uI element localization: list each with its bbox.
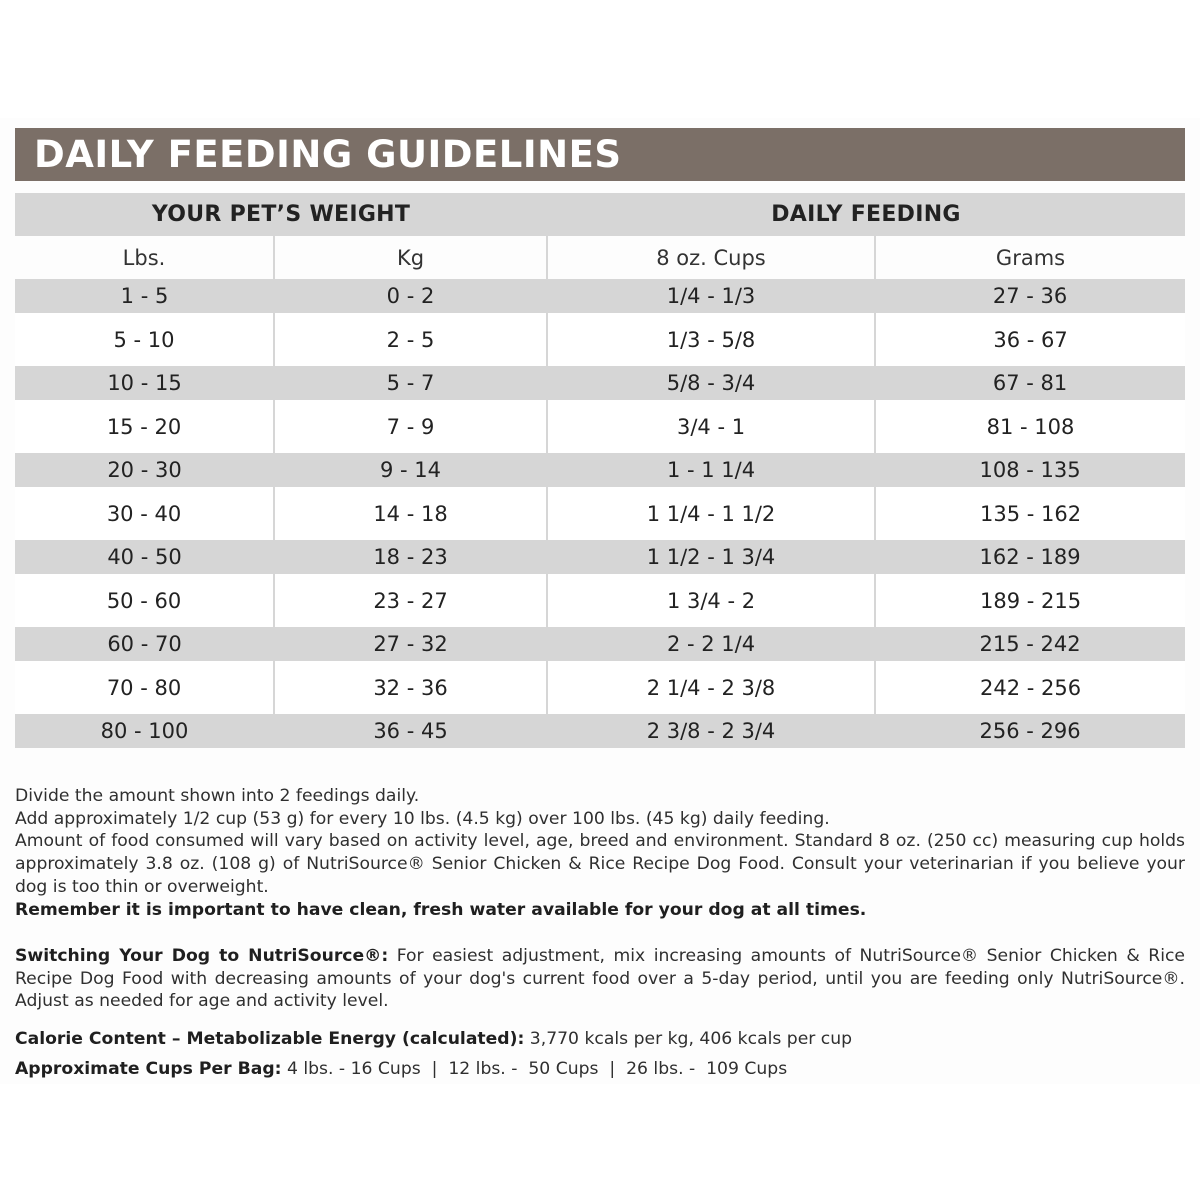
- table-row: [15, 574, 1185, 627]
- note-water: Remember it is important to have clean, fresh water available for your dog at all times.: [15, 899, 867, 920]
- cell-kg: 5 - 7: [274, 366, 547, 400]
- table-row: [15, 400, 1185, 453]
- cell-cups: 1∕3 - 5∕8: [547, 313, 875, 366]
- cell-kg: 18 - 23: [274, 540, 547, 574]
- cups-label: Approximate Cups Per Bag:: [15, 1059, 282, 1079]
- cell-lbs: 30 - 40: [15, 487, 274, 540]
- column-header-lbs: Lbs.: [15, 236, 274, 279]
- feeding-table: [15, 193, 1185, 748]
- feeding-notes: [15, 785, 1185, 921]
- cell-kg: 27 - 32: [274, 627, 547, 661]
- cell-grams: 81 - 108: [875, 400, 1185, 453]
- cell-cups: 2 3∕8 - 2 3∕4: [547, 714, 875, 748]
- cell-kg: 23 - 27: [274, 574, 547, 627]
- cell-lbs: 50 - 60: [15, 574, 274, 627]
- group-header-feeding: DAILY FEEDING: [547, 193, 1185, 236]
- column-header-row: [15, 236, 1185, 279]
- cell-kg: 32 - 36: [274, 661, 547, 714]
- cell-cups: 1 1∕2 - 1 3∕4: [547, 540, 875, 574]
- cell-grams: 189 - 215: [875, 574, 1185, 627]
- cell-lbs: 80 - 100: [15, 714, 274, 748]
- cell-kg: 2 - 5: [274, 313, 547, 366]
- note-amount: Amount of food consumed will vary based on activity level, age, breed and environment. Standard 8 oz. (250 cc) measuring cup holds approximately 3.8 oz. (108 g) of NutriSource® Senior Chicken & Rice Recipe Dog Food. Consult your veterinarian if you believe your dog is too thin or overweight.: [15, 831, 1185, 897]
- cell-lbs: 15 - 20: [15, 400, 274, 453]
- calorie-content: [15, 1028, 1185, 1050]
- cell-kg: 9 - 14: [274, 453, 547, 487]
- switching-label: Switching Your Dog to NutriSource®:: [15, 946, 389, 966]
- cell-lbs: 70 - 80: [15, 661, 274, 714]
- page-title: DAILY FEEDING GUIDELINES: [34, 133, 622, 176]
- cell-kg: 36 - 45: [274, 714, 547, 748]
- table-body: [15, 279, 1185, 748]
- cups-per-bag: [15, 1058, 1185, 1080]
- cell-kg: 0 - 2: [274, 279, 547, 313]
- column-header-grams: Grams: [995, 245, 1066, 270]
- cell-lbs: 20 - 30: [15, 453, 274, 487]
- cell-grams: 108 - 135: [875, 453, 1185, 487]
- cell-grams: 135 - 162: [875, 487, 1185, 540]
- group-header-weight: YOUR PET’S WEIGHT: [15, 193, 547, 236]
- cell-cups: 2 - 2 1∕4: [547, 627, 875, 661]
- cell-grams: 256 - 296: [875, 714, 1185, 748]
- cell-lbs: 60 - 70: [15, 627, 274, 661]
- calorie-value: 3,770 kcals per kg, 406 kcals per cup: [524, 1029, 853, 1049]
- table-row: [15, 453, 1185, 487]
- cell-cups: 1 1∕4 - 1 1∕2: [547, 487, 875, 540]
- cell-grams: 27 - 36: [875, 279, 1185, 313]
- cell-grams: 162 - 189: [875, 540, 1185, 574]
- cell-cups: 1 - 1 1∕4: [547, 453, 875, 487]
- table-row: [15, 540, 1185, 574]
- table-row: [15, 279, 1185, 313]
- cell-lbs: 40 - 50: [15, 540, 274, 574]
- table-row: [15, 661, 1185, 714]
- cell-lbs: 5 - 10: [15, 313, 274, 366]
- cups-value: 4 lbs. - 16 Cups | 12 lbs. - 50 Cups | 26 lbs. - 109 Cups: [281, 1059, 788, 1079]
- column-header-kg: Kg: [274, 236, 547, 279]
- title-banner: [15, 128, 1185, 181]
- cell-grams: 242 - 256: [875, 661, 1185, 714]
- cell-cups: 1∕4 - 1∕3: [547, 279, 875, 313]
- table-row: [15, 313, 1185, 366]
- cell-lbs: 1 - 5: [15, 279, 274, 313]
- cell-kg: 7 - 9: [274, 400, 547, 453]
- note-divide: Divide the amount shown into 2 feedings daily.: [15, 786, 420, 806]
- calorie-label: Calorie Content – Metabolizable Energy (calculated):: [15, 1029, 525, 1049]
- group-header-row: [15, 193, 1185, 236]
- cell-kg: 14 - 18: [274, 487, 547, 540]
- table-row: [15, 627, 1185, 661]
- switching-text: For easiest adjustment, mix increasing amounts of NutriSource® Senior Chicken & Rice Recipe Dog Food with decreasing amounts of your dog's current food over a 5-day period, until you are feeding only NutriSource®. Adjust as needed for age and activity level.: [15, 946, 1185, 1012]
- cell-cups: 5∕8 - 3∕4: [547, 366, 875, 400]
- table-row: [15, 487, 1185, 540]
- switching-paragraph: [15, 945, 1185, 1013]
- cell-cups: 1 3∕4 - 2: [547, 574, 875, 627]
- note-add: Add approximately 1/2 cup (53 g) for every 10 lbs. (4.5 kg) over 100 lbs. (45 kg) daily feeding.: [15, 808, 830, 829]
- cell-grams: 215 - 242: [875, 627, 1185, 661]
- cell-cups: 2 1∕4 - 2 3∕8: [547, 661, 875, 714]
- table-row: [15, 714, 1185, 748]
- column-header-cups: 8 oz. Cups: [547, 236, 875, 279]
- cell-lbs: 10 - 15: [15, 366, 274, 400]
- table-row: [15, 366, 1185, 400]
- cell-grams: 67 - 81: [875, 366, 1185, 400]
- cell-grams: 36 - 67: [875, 313, 1185, 366]
- cell-cups: 3∕4 - 1: [547, 400, 875, 453]
